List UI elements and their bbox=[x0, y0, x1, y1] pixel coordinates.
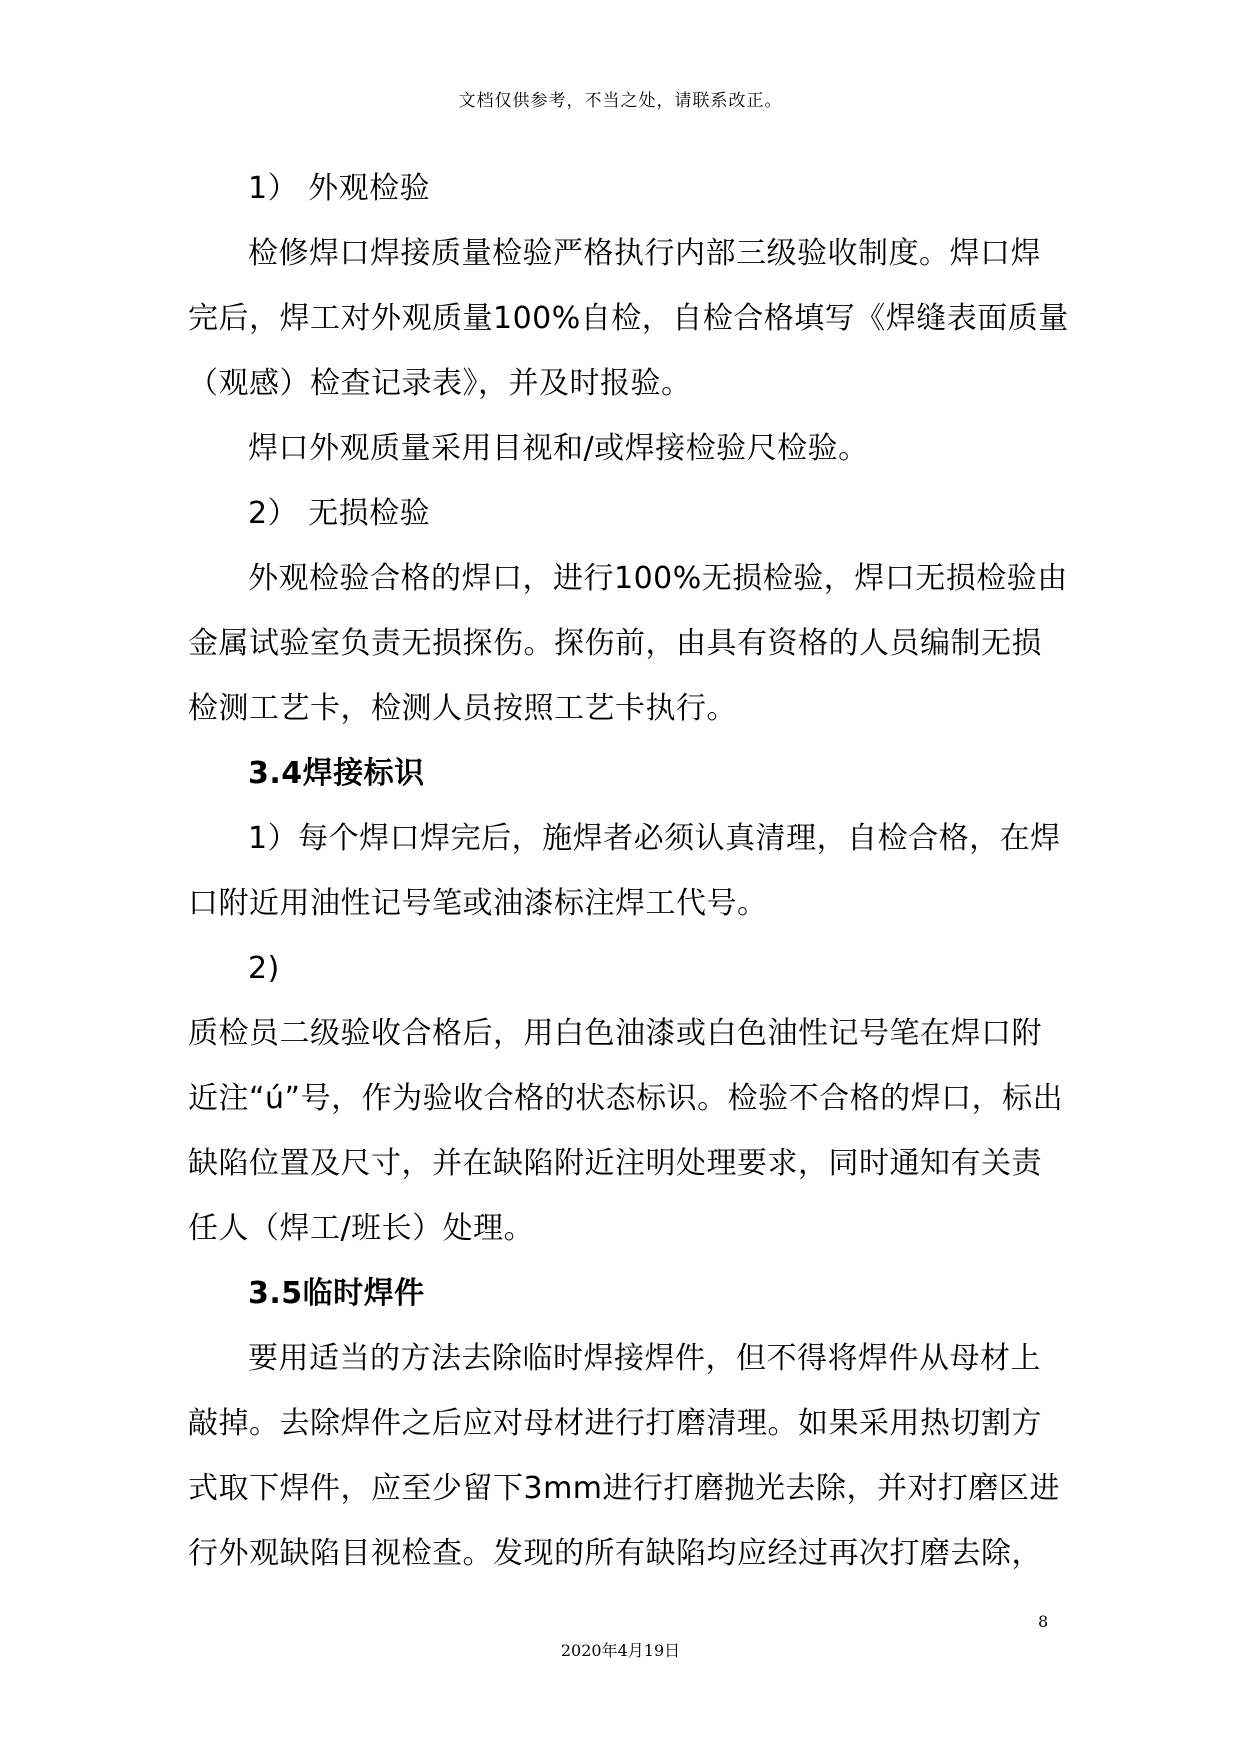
paragraph-line: 敲掉。去除焊件之后应对母材进行打磨清理。如果采用热切割方 bbox=[188, 1406, 1042, 1441]
page-header-note: 文档仅供参考，不当之处，请联系改正。 bbox=[458, 91, 783, 111]
paragraph-line: 检测工艺卡，检测人员按照工艺卡执行。 bbox=[188, 691, 737, 726]
document-body bbox=[188, 156, 1069, 1586]
paragraph-line: 检修焊口焊接质量检验严格执行内部三级验收制度。焊口焊 bbox=[248, 236, 1041, 271]
paragraph-line: 1）每个焊口焊完后，施焊者必须认真清理，自检合格，在焊 bbox=[248, 821, 1061, 856]
paragraph-line: 缺陷位置及尺寸，并在缺陷附近注明处理要求，同时通知有关责 bbox=[188, 1146, 1042, 1181]
list-marker-2: 2) bbox=[248, 951, 280, 986]
paragraph-line: 焊口外观质量采用目视和/或焊接检验尺检验。 bbox=[248, 431, 869, 466]
paragraph-line: 外观检验合格的焊口，进行100%无损检验，焊口无损检验由 bbox=[248, 561, 1068, 596]
paragraph-line: 任人（焊工/班长）处理。 bbox=[188, 1211, 535, 1246]
page-number: 8 bbox=[1038, 1612, 1049, 1631]
section-heading-3-4: 3.4焊接标识 bbox=[248, 756, 425, 791]
paragraph-line: 完后，焊工对外观质量100%自检，自检合格填写《焊缝表面质量 bbox=[188, 301, 1069, 336]
paragraph-line: （观感）检查记录表》，并及时报验。 bbox=[188, 366, 692, 401]
paragraph-line: 口附近用油性记号笔或油漆标注焊工代号。 bbox=[188, 886, 768, 921]
paragraph-line: 行外观缺陷目视检查。发现的所有缺陷均应经过再次打磨去除， bbox=[188, 1536, 1042, 1571]
paragraph-line: 式取下焊件，应至少留下3mm进行打磨抛光去除，并对打磨区进 bbox=[188, 1471, 1061, 1506]
paragraph-line: 要用适当的方法去除临时焊接焊件，但不得将焊件从母材上 bbox=[248, 1341, 1041, 1376]
page-footer-date: 2020年4月19日 bbox=[560, 1641, 681, 1660]
section-heading-3-5: 3.5临时焊件 bbox=[248, 1276, 425, 1311]
subsection-heading-visual-inspection: 1） 外观检验 bbox=[248, 171, 431, 206]
subsection-heading-nondestructive-testing: 2） 无损检验 bbox=[248, 496, 431, 531]
paragraph-line: 金属试验室负责无损探伤。探伤前，由具有资格的人员编制无损 bbox=[188, 626, 1042, 661]
paragraph-line: 质检员二级验收合格后，用白色油漆或白色油性记号笔在焊口附 bbox=[188, 1016, 1042, 1051]
paragraph-line: 近注“ú”号，作为验收合格的状态标识。检验不合格的焊口，标出 bbox=[188, 1081, 1064, 1116]
